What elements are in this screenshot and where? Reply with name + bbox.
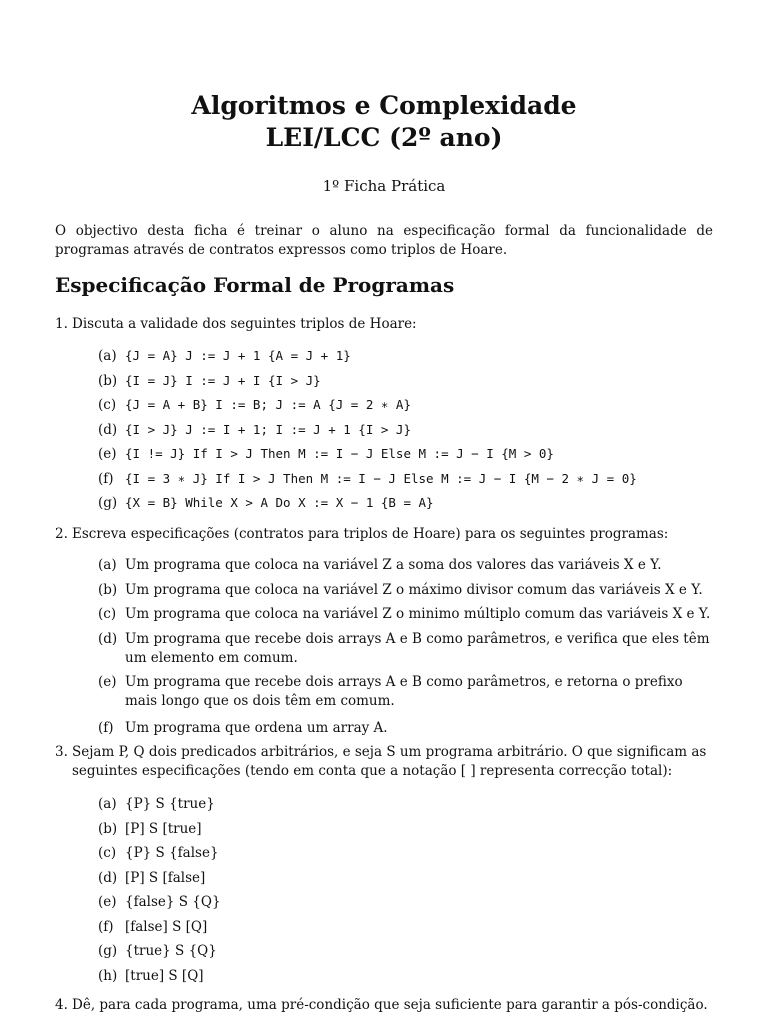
question-3-items [98,792,713,988]
item-text: {I > J} J := I + 1; I := J + 1 {I > J} [125,421,411,437]
item-label: (d) [98,630,118,647]
list-item [98,491,713,516]
item-label: (f) [98,719,114,736]
question-number: 4. [55,997,68,1013]
item-text: {I != J} If I > J Then M := I − J Else M := J − I {M > 0} [125,446,554,461]
list-item [98,964,713,989]
list-item [98,792,713,817]
question-2-items [98,553,713,740]
item-label: (b) [98,820,118,837]
item-label: (e) [98,446,117,462]
question-3 [55,743,713,781]
question-4 [55,996,713,1015]
question-number: 3. [55,744,68,760]
list-item [98,553,713,578]
item-text: {false} S {Q} [125,894,221,910]
list-item [98,866,713,891]
item-text: [P] S [false] [125,869,206,886]
item-text: {true} S {Q} [125,943,217,959]
list-item [98,442,713,467]
item-text: [P] S [true] [125,820,202,837]
list-item [98,602,713,627]
item-text: {P} S {false} [125,845,219,861]
item-text: Um programa que recebe dois arrays A e B como parâmetros, e verifica que eles têm um elemento em comum. [125,630,710,666]
question-text: Discuta a validade dos seguintes triplos de Hoare: [72,316,417,332]
section-title: Especificação Formal de Programas [55,273,455,297]
item-text: Um programa que recebe dois arrays A e B como parâmetros, e retorna o prefixo mais longo que os dois têm em comum. [125,673,683,709]
item-label: (e) [98,894,117,910]
item-text: {X = B} While X > A Do X := X − 1 {B = A} [125,495,434,510]
item-label: (a) [98,557,117,573]
list-item [98,673,713,711]
question-text: Sejam P, Q dois predicados arbitrários, e seja S um programa arbitrário. O que significam as seguintes especificações (tendo em conta que a notação [ ] representa correcção total): [72,744,707,779]
item-text: {P} S {true} [125,796,215,812]
item-label: (f) [98,470,114,487]
question-2 [55,525,713,544]
item-text: [true] S [Q] [125,967,204,984]
item-label: (d) [98,421,118,438]
list-item [98,939,713,964]
item-label: (c) [98,606,117,622]
document-course: LEI/LCC (2º ano) [265,123,503,152]
item-label: (h) [98,967,118,984]
item-text: Um programa que coloca na variável Z o minimo múltiplo comum das variáveis X e Y. [125,606,711,622]
item-text: Um programa que coloca na variável Z o máximo divisor comum das variáveis X e Y. [125,581,703,598]
list-item [98,578,713,603]
question-number: 1. [55,316,68,332]
item-text: {I = J} I := J + I {I > J} [125,372,321,388]
list-item [98,841,713,866]
list-item [98,418,713,443]
item-label: (b) [98,581,118,598]
item-label: (c) [98,845,117,861]
item-label: (a) [98,796,117,812]
list-item [98,369,713,394]
list-item [98,630,713,668]
document-title: Algoritmos e Complexidade [191,91,577,120]
list-item [98,344,713,369]
item-text: {J = A} J := J + 1 {A = J + 1} [125,348,351,363]
item-label: (g) [98,495,118,511]
item-text: Um programa que coloca na variável Z a soma dos valores das variáveis X e Y. [125,557,662,573]
item-text: {I = 3 ∗ J} If I > J Then M := I − J Else M := J − I {M − 2 ∗ J = 0} [125,470,637,486]
document-subtitle: 1º Ficha Prática [322,177,446,195]
item-text: Um programa que ordena um array A. [125,719,388,736]
item-label: (e) [98,673,117,690]
intro-paragraph: O objectivo desta ficha é treinar o aluno na especificação formal da funcionalidade de programas através de contratos expressos como triplos de Hoare. [55,223,713,258]
list-item [98,716,713,741]
list-item [98,467,713,492]
item-label: (b) [98,372,118,389]
item-label: (g) [98,943,118,959]
item-label: (f) [98,918,114,935]
list-item [98,817,713,842]
list-item [98,915,713,940]
item-text: {J = A + B} I := B; J := A {J = 2 ∗ A} [125,397,411,412]
list-item [98,393,713,418]
item-text: [false] S [Q] [125,918,208,935]
item-label: (a) [98,348,117,364]
list-item [98,890,713,915]
question-1-items [98,344,713,516]
item-label: (c) [98,397,117,413]
question-number: 2. [55,526,68,542]
question-text: Dê, para cada programa, uma pré-condição que seja suficiente para garantir a pós-condição. [72,997,708,1013]
question-text: Escreva especificações (contratos para triplos de Hoare) para os seguintes programas: [72,526,669,542]
item-label: (d) [98,869,118,886]
question-1 [55,315,713,334]
